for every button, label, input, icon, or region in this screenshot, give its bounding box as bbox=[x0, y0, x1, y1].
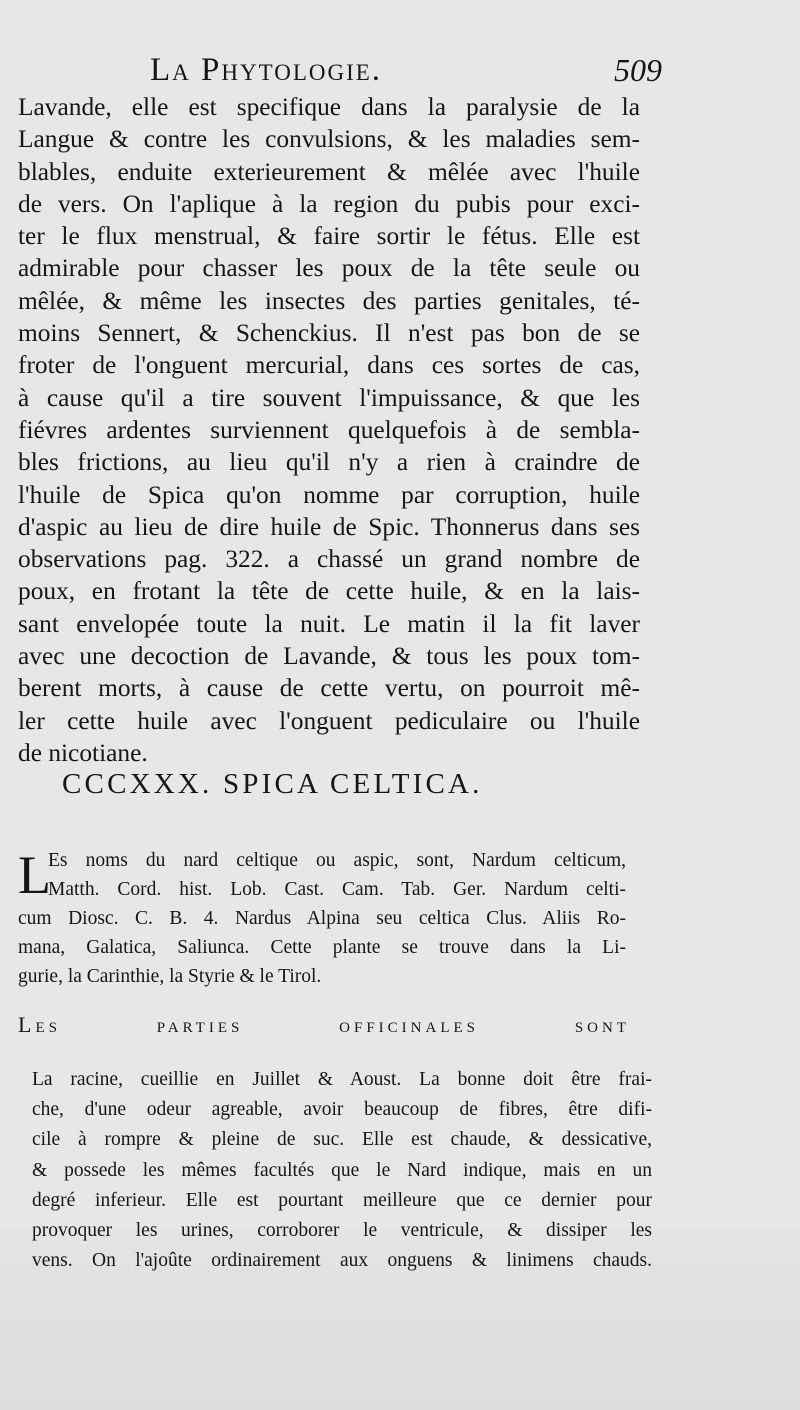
paragraph-parties-officinales bbox=[32, 1065, 652, 1276]
text-line: poux, en frotant la tête de cette huile, & en la lais- bbox=[18, 577, 640, 606]
names-paragraph bbox=[18, 846, 626, 991]
text-line: vens. On l'ajoûte ordinairement aux onguens & linimens chauds. bbox=[32, 1250, 652, 1272]
text-line: sant envelopée toute la nuit. Le matin il la fit laver bbox=[18, 609, 640, 638]
text-line: & possede les mêmes facultés que le Nard indique, mais en un bbox=[32, 1159, 652, 1181]
text-line: La racine, cueillie en Juillet & Aoust. La bonne doit être frai- bbox=[32, 1069, 652, 1090]
text-line: cum Diosc. C. B. 4. Nardus Alpina seu celtica Clus. Aliis Ro- bbox=[18, 908, 626, 929]
text-line: mana, Galatica, Saliunca. Cette plante se trouve dans la Li- bbox=[18, 937, 626, 958]
page-header bbox=[150, 52, 670, 92]
text-line: Matth. Cord. hist. Lob. Cast. Cam. Tab. Ger. Nardum celti- bbox=[48, 879, 626, 900]
text-line: l'huile de Spica qu'on nomme par corruption, huile bbox=[18, 480, 640, 509]
text-line: che, d'une odeur agreable, avoir beaucoup de fibres, être difi- bbox=[32, 1099, 652, 1121]
section-title: CCCXXX. SPICA CELTICA. bbox=[62, 768, 483, 800]
text-line: provoquer les urines, corroborer le ventricule, & dissiper les bbox=[32, 1220, 652, 1242]
text-line: fiévres ardentes surviennent quelquefois à de sembla- bbox=[18, 415, 640, 444]
text-line: de vers. On l'aplique à la region du pubis pour exci- bbox=[18, 189, 640, 218]
text-line: à cause qu'il a tire souvent l'impuissance, & que les bbox=[18, 383, 640, 412]
text-line: Lavande, elle est specifique dans la paralysie de la bbox=[18, 93, 640, 121]
text-line: froter de l'onguent mercurial, dans ces sortes de cas, bbox=[18, 351, 640, 380]
text-line: d'aspic au lieu de dire huile de Spic. Thonnerus dans ses bbox=[18, 512, 640, 541]
text-line: mêlée, & même les insectes des parties genitales, té- bbox=[18, 286, 640, 315]
text-line: observations pag. 322. a chassé un grand nombre de bbox=[18, 545, 640, 574]
text-line: blables, enduite exterieurement & mêlée avec l'huile bbox=[18, 157, 640, 186]
text-line: Es noms du nard celtique ou aspic, sont, Nardum celticum, bbox=[48, 850, 626, 871]
section-subheading: Les parties officinales sont bbox=[18, 1012, 630, 1037]
text-line: admirable pour chasser les poux de la tête seule ou bbox=[18, 254, 640, 283]
text-line: avec une decoction de Lavande, & tous les poux tom- bbox=[18, 642, 640, 671]
text-line: Langue & contre les convulsions, & les maladies sem- bbox=[18, 125, 640, 154]
text-line: de nicotiane. bbox=[18, 738, 148, 767]
text-line: ter le flux menstrual, & faire sortir le fétus. Elle est bbox=[18, 222, 640, 251]
paragraph-lavande bbox=[18, 91, 640, 769]
text-line: cile à rompre & pleine de suc. Elle est chaude, & dessicative, bbox=[32, 1129, 652, 1151]
text-line: berent morts, à cause de cette vertu, on pourroit mê- bbox=[18, 674, 640, 703]
page-number: 509 bbox=[614, 52, 662, 88]
text-line: degré inferieur. Elle est pourtant meilleure que ce dernier pour bbox=[32, 1189, 652, 1211]
text-line: ler cette huile avec l'onguent pediculaire ou l'huile bbox=[18, 706, 640, 735]
text-line: gurie, la Carinthie, la Styrie & le Tirol. bbox=[18, 966, 322, 987]
text-line: bles frictions, au lieu qu'il n'y a rien à craindre de bbox=[18, 448, 640, 477]
text-line: moins Sennert, & Schenckius. Il n'est pas bon de se bbox=[18, 319, 640, 348]
drop-cap: L bbox=[18, 845, 51, 905]
running-title: La Phytologie. bbox=[150, 52, 383, 88]
